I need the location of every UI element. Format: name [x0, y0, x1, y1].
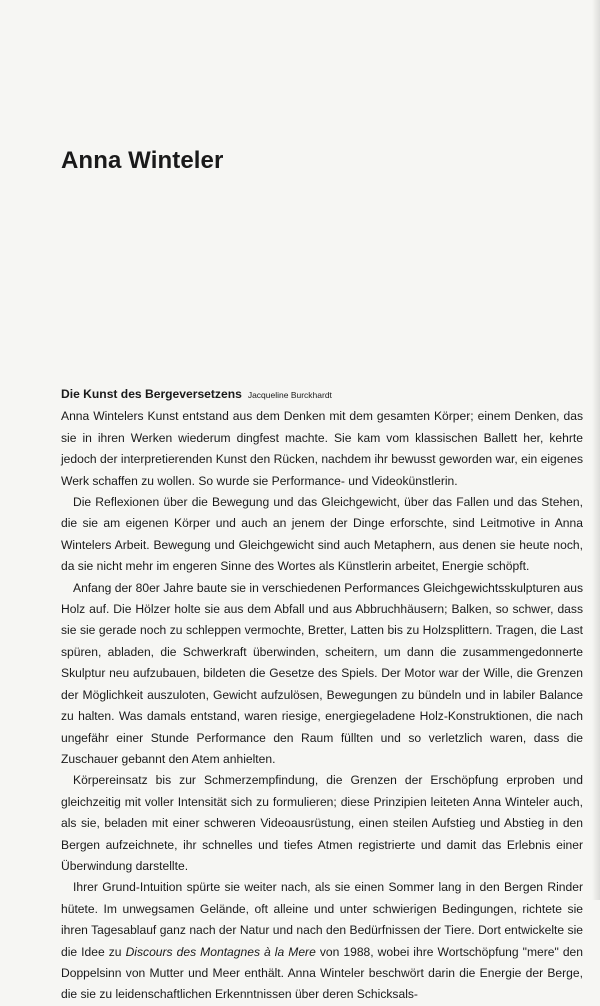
article-title: Die Kunst des Bergeversetzens: [61, 387, 242, 401]
paragraph-2: Die Reflexionen über die Bewegung und das Gleichgewicht, über das Fallen und das Stehen, die sie am eigenen Körper und auch an jenem der Dinge erforschte, sind Leitmotive in Anna Wintelers Arbeit. Bewegung und Gleichgewicht sind auch Metaphern, aus denen sie heute noch, da sie nicht mehr im engeren Sinne des Wortes als Künstlerin arbeitet, Energie schöpft.: [61, 495, 583, 574]
paragraph-4: Körpereinsatz bis zur Schmerzempfindung, die Grenzen der Erschöpfung erproben und gleichzeitig mit voller Intensität sich zu formulieren; diese Prinzipien leiteten Anna Winteler auch, als sie, beladen mit einer schweren Videoausrüstung, einen steilen Aufstieg und Abstieg in den Bergen aufzeichnete, ihr schnelles und tiefes Atmen registrierte und damit das Erlebnis einer Überwindung darstellte.: [61, 773, 583, 873]
article-author: Jacqueline Burckhardt: [247, 390, 332, 400]
page-edge-shadow: [592, 0, 600, 900]
paragraph-5-start: Ihrer Grund-Intuition spürte sie weiter nach, als sie einen Sommer lang in den Bergen Rinder hütete. Im unwegsamen Gelände, oft alleine und unter schwierigen Bedingungen, richtete sie ihren Tagesablauf ganz nach der Natur und nach den Bedürfnissen der Tiere. Dort entwickelte sie die Idee zu: [61, 880, 583, 959]
paragraph-5-end: von 1988, wobei ihre Wortschöpfung "mere" den Doppelsinn von Mutter und Meer enthält. Anna Winteler beschwört darin die Energie der Berge, die sie zu leidenschaftlichen Erkenntnissen über deren Schicksals-: [61, 944, 584, 1002]
paragraph-1: Anna Wintelers Kunst entstand aus dem Denken mit dem gesamten Körper; einem Denken, das sie in ihren Werken wiederum dingfest machte. Sie kam vom klassischen Ballett her, kehrte jedoch der interpretierenden Kunst den Rücken, nachdem ihr bewusst geworden war, ein eigenes Werk schaffen zu wollen. So wurde sie Performance- und Videokünstlerin.: [61, 409, 583, 488]
paragraph-5: [61, 877, 583, 1005]
paragraph-3: Anfang der 80er Jahre baute sie in verschiedenen Performances Gleichgewichtsskulpturen aus Holz auf. Die Hölzer holte sie aus dem Abfall und aus Abbruchhäusern; Balken, so schwer, dass sie sie gerade noch zu schleppen vermochte, Bretter, Latten bis zu Holzsplittern. Tragen, die Last spüren, abladen, die Schwerkraft überwinden, scheitern, um dann die zusammengedonnerte Skulptur neu aufzubauen, bildeten die Gesetze des Spiels. Der Motor war der Wille, die Grenzen der Möglichkeit auszuloten, Gewicht aufzulösen, Bewegungen zu bündeln und in labiler Balance zu halten. Was damals entstand, waren riesige, energiegeladene Holz-Konstruktionen, die nach ungefähr einer Stunde Performance den Raum füllten und so verletzlich waren, dass die Zuschauer gebannt den Atem anhielten.: [61, 580, 583, 766]
article: [61, 384, 583, 1006]
page-title: Anna Winteler: [61, 147, 224, 174]
article-heading: [61, 384, 583, 406]
work-title: Discours des Montagnes à la Mere: [125, 944, 316, 959]
